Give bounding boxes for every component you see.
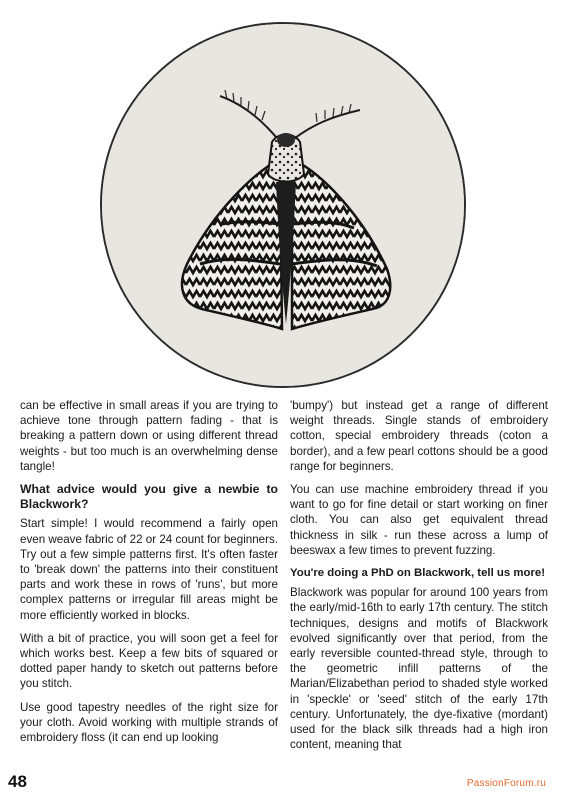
moth-embroidery-photo: [100, 22, 466, 388]
paragraph: Use good tapestry needles of the right size for your cloth. Avoid working with multiple strands of embroidery floss (it can end up looking: [20, 700, 278, 745]
moth-icon: [102, 24, 466, 388]
question-heading: What advice would you give a newbie to Blackwork?: [20, 482, 278, 512]
left-column: [20, 398, 278, 753]
watermark-text: PassionForum.ru: [466, 778, 546, 789]
paragraph: can be effective in small areas if you are trying to achieve tone through pattern fading - that is breaking a pattern down or using different thread weights - but too much is an overwhelming dense tangle!: [20, 399, 278, 473]
paragraph: With a bit of practice, you will soon get a feel for which works best. Keep a few bits of squared or dotted paper handy to sketch out patterns before you stitch.: [20, 631, 278, 691]
question-heading: You're doing a PhD on Blackwork, tell us more!: [290, 567, 546, 580]
right-column: [290, 398, 548, 760]
page-number: 48: [8, 772, 27, 791]
paragraph: You can use machine embroidery thread if you want to go for fine detail or start working on finer cloth. You can also get equivalent thread thickness in silk - run these across a lump of beeswax a few times to prevent fuzzing.: [290, 483, 548, 557]
paragraph: Start simple! I would recommend a fairly open even weave fabric of 22 or 24 count for beginners. Try out a few simple patterns first. It's often faster to 'break down' the patterns into their constituent parts and work these in rows of 'runs', but more complex patterns or irregular fill areas might be more efficiently worked in blocks.: [20, 517, 278, 622]
paragraph: 'bumpy') but instead get a range of different weight threads. Single stands of embroidery cotton, special embroidery threads (coton a border), and a few pearl cottons should be a good range for beginners.: [290, 399, 548, 473]
paragraph: Blackwork was popular for around 100 years from the early/mid-16th to early 17th century. The stitch techniques, designs and motifs of Blackwork evolved significantly over that period, from the early reversible counted-thread style, through to the geometric infill patterns of the Marian/Elizabethan period to shaded style worked in 'speckle' or 'seed' stitch of the early 17th century. Unfortunately, the dye-fixative (mordant) used for the black silk threads had a high iron content, meaning that: [290, 586, 548, 752]
